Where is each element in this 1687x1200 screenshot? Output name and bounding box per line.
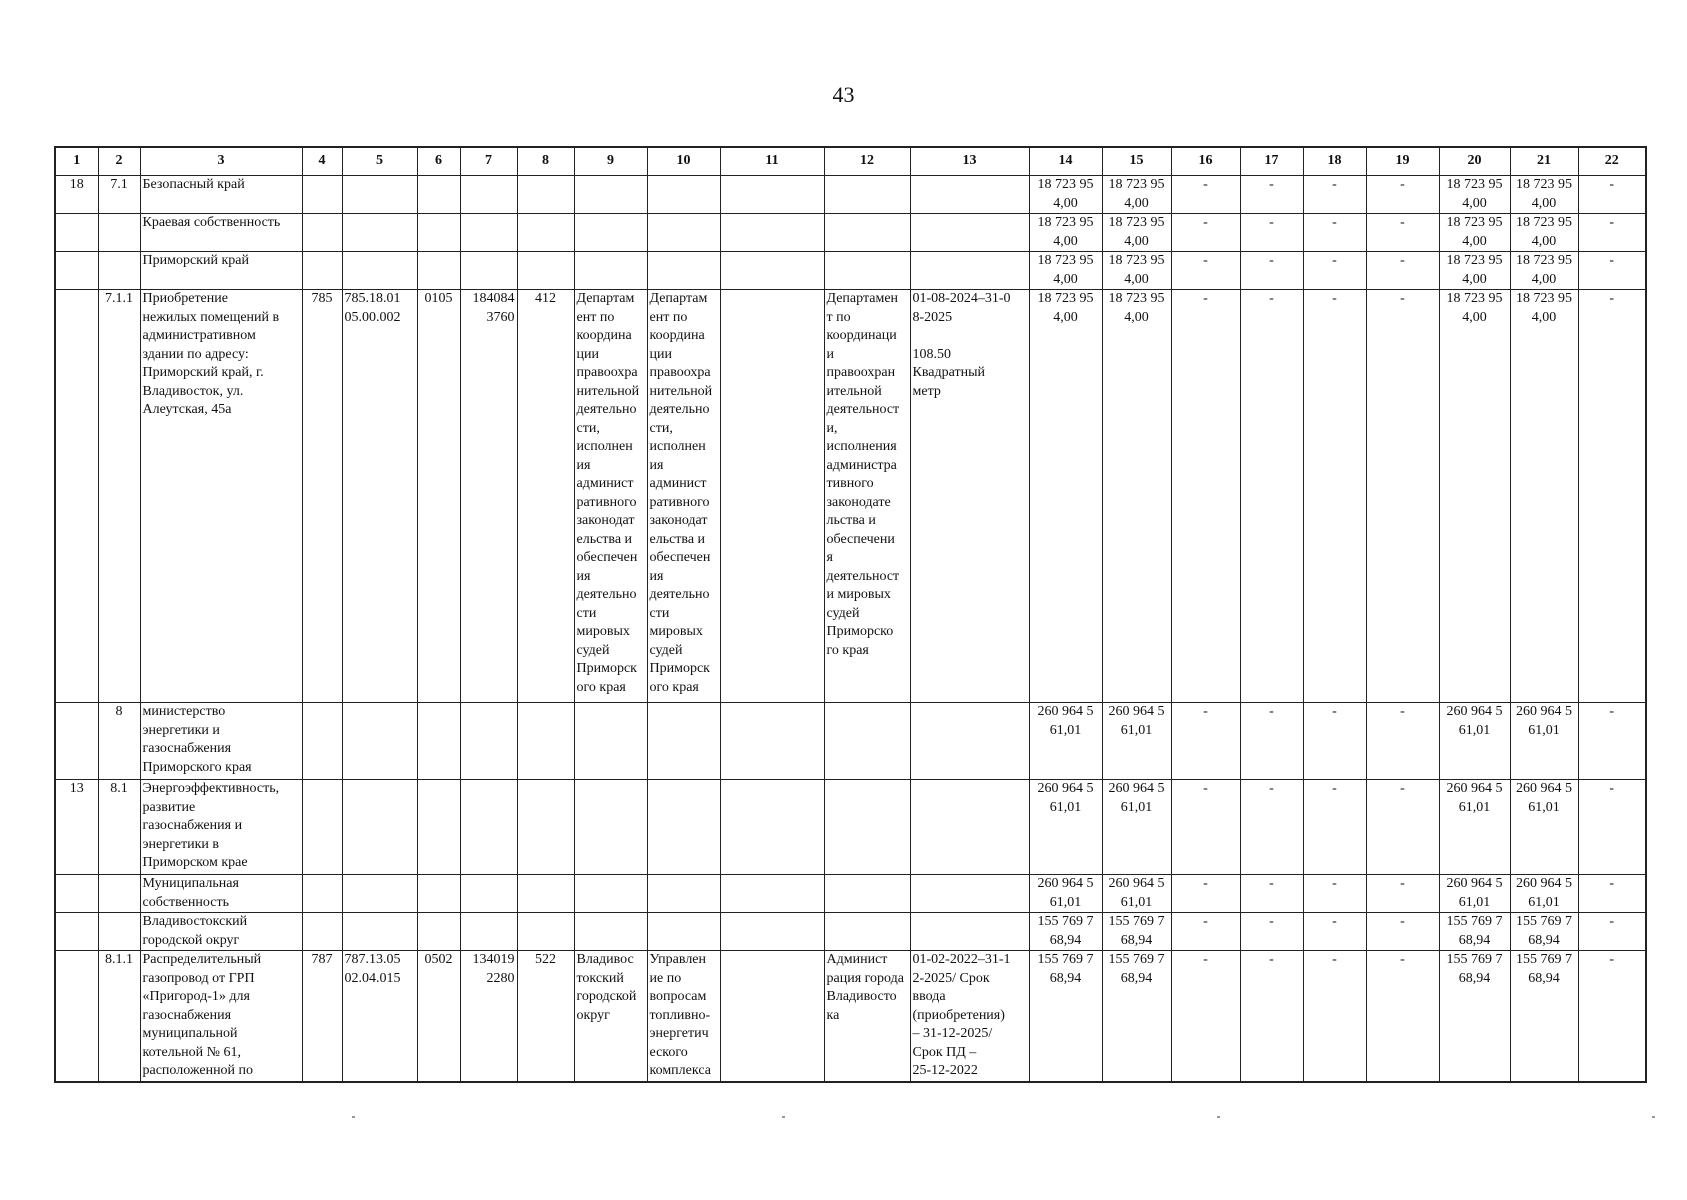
dash-cell: - — [1303, 951, 1366, 1082]
header-cell: 18 — [1303, 147, 1366, 176]
header-cell: 15 — [1102, 147, 1171, 176]
dash-cell: - — [1578, 176, 1646, 214]
grbs-cell: 785 — [302, 290, 342, 703]
dash-cell: - — [1578, 780, 1646, 875]
code-cell — [98, 252, 140, 290]
header-cell: 1 — [55, 147, 98, 176]
section-cell — [417, 252, 460, 290]
row-number-cell — [55, 703, 98, 780]
customer-cell — [574, 875, 647, 913]
header-cell: 21 — [1510, 147, 1578, 176]
dash-cell: - — [1171, 703, 1240, 780]
code-cell: 8.1 — [98, 780, 140, 875]
header-cell: 2 — [98, 147, 140, 176]
grbs-cell — [302, 780, 342, 875]
amount-cell: 18 723 95 4,00 — [1102, 252, 1171, 290]
dash-cell: - — [1303, 252, 1366, 290]
dash-cell: - — [1366, 951, 1439, 1082]
dash-cell: - — [1303, 290, 1366, 703]
name-cell: Распределительный газопровод от ГРП «Пригород-1» для газоснабжения муниципальной котельной № 61, расположенной по — [140, 951, 302, 1082]
amount-total-cell: 260 964 5 61,01 — [1029, 780, 1102, 875]
code-cell: 7.1 — [98, 176, 140, 214]
dash-cell: - — [1171, 913, 1240, 951]
empty-cell — [720, 290, 824, 703]
header-cell: 6 — [417, 147, 460, 176]
dash-cell: - — [1171, 176, 1240, 214]
amount-cell: 155 769 7 68,94 — [1102, 913, 1171, 951]
dash-cell: - — [1366, 176, 1439, 214]
grbs-cell — [302, 176, 342, 214]
customer-cell — [574, 780, 647, 875]
header-cell: 4 — [302, 147, 342, 176]
customer-cell — [574, 214, 647, 252]
dash-cell: - — [1171, 214, 1240, 252]
table-row — [55, 290, 1646, 703]
dash-cell: - — [1578, 290, 1646, 703]
row-number-cell — [55, 214, 98, 252]
name-cell: Краевая собственность — [140, 214, 302, 252]
dash-cell: - — [1303, 875, 1366, 913]
row-number-cell — [55, 875, 98, 913]
recipient-cell — [824, 214, 910, 252]
terms-cell — [910, 176, 1029, 214]
amount-cell: 260 964 5 61,01 — [1510, 780, 1578, 875]
header-cell: 19 — [1366, 147, 1439, 176]
expense-type-cell — [517, 176, 574, 214]
amount-total-cell: 260 964 5 61,01 — [1029, 703, 1102, 780]
amount-total-cell: 18 723 95 4,00 — [1029, 214, 1102, 252]
dash-cell: - — [1578, 214, 1646, 252]
customer-cell — [574, 176, 647, 214]
expense-type-cell: 522 — [517, 951, 574, 1082]
amount-total-cell: 18 723 95 4,00 — [1029, 290, 1102, 703]
grbs-cell — [302, 214, 342, 252]
header-cell: 16 — [1171, 147, 1240, 176]
dash-cell: - — [1240, 703, 1303, 780]
developer-cell — [647, 875, 720, 913]
dash-cell: - — [1171, 875, 1240, 913]
amount-cell: 18 723 95 4,00 — [1102, 290, 1171, 703]
target-article-cell — [460, 703, 517, 780]
terms-cell: 01-08-2024–31-0 8-2025 108.50 Квадратный метр — [910, 290, 1029, 703]
budget-table — [54, 146, 1647, 1083]
header-cell: 7 — [460, 147, 517, 176]
dash-cell: - — [1303, 703, 1366, 780]
header-cell: 9 — [574, 147, 647, 176]
header-cell: 12 — [824, 147, 910, 176]
amount-cell: 18 723 95 4,00 — [1102, 214, 1171, 252]
section-cell — [417, 176, 460, 214]
empty-cell — [720, 214, 824, 252]
table-row — [55, 913, 1646, 951]
amount-cell: 260 964 5 61,01 — [1102, 780, 1171, 875]
dash-cell: - — [1240, 875, 1303, 913]
recipient-cell — [824, 875, 910, 913]
page-number: 43 — [832, 82, 855, 107]
target-article-cell — [460, 176, 517, 214]
name-cell: Приморский край — [140, 252, 302, 290]
dash-cell: - — [1240, 252, 1303, 290]
customer-cell — [574, 252, 647, 290]
target-article-cell — [460, 780, 517, 875]
customer-cell — [574, 703, 647, 780]
grbs-cell — [302, 913, 342, 951]
dash-cell: - — [1171, 780, 1240, 875]
dash-cell: - — [1240, 951, 1303, 1082]
amount-cell: 18 723 95 4,00 — [1439, 252, 1510, 290]
section-cell — [417, 875, 460, 913]
code-cell — [98, 875, 140, 913]
amount-cell: 260 964 5 61,01 — [1510, 875, 1578, 913]
code-cell: 8.1.1 — [98, 951, 140, 1082]
table-row — [55, 214, 1646, 252]
amount-cell: 18 723 95 4,00 — [1510, 252, 1578, 290]
amount-cell: 155 769 7 68,94 — [1510, 951, 1578, 1082]
developer-cell — [647, 703, 720, 780]
row-number-cell: 13 — [55, 780, 98, 875]
code-cell — [98, 214, 140, 252]
recipient-cell — [824, 913, 910, 951]
dash-cell: - — [1366, 875, 1439, 913]
header-cell: 11 — [720, 147, 824, 176]
dash-cell: - — [1303, 176, 1366, 214]
name-cell: Муниципальная собственность — [140, 875, 302, 913]
table-row — [55, 951, 1646, 1082]
developer-cell — [647, 176, 720, 214]
dash-cell: - — [1366, 214, 1439, 252]
terms-cell: 01-02-2022–31-1 2-2025/ Срок ввода (приобретения) – 31-12-2025/ Срок ПД – 25-12-2022 — [910, 951, 1029, 1082]
dash-cell: - — [1171, 290, 1240, 703]
row-number-cell: 18 — [55, 176, 98, 214]
header-cell: 13 — [910, 147, 1029, 176]
expense-type-cell: 412 — [517, 290, 574, 703]
amount-cell: 18 723 95 4,00 — [1439, 176, 1510, 214]
dash-cell: - — [1240, 176, 1303, 214]
program-code-cell — [342, 252, 417, 290]
table-row — [55, 703, 1646, 780]
terms-cell — [910, 703, 1029, 780]
recipient-cell: Админист рация города Владивосто ка — [824, 951, 910, 1082]
dash-cell: - — [1303, 913, 1366, 951]
amount-cell: 260 964 5 61,01 — [1510, 703, 1578, 780]
dash-cell: - — [1366, 913, 1439, 951]
terms-cell — [910, 214, 1029, 252]
expense-type-cell — [517, 913, 574, 951]
table-body — [55, 176, 1646, 1082]
table-header-row — [55, 147, 1646, 176]
developer-cell: Управлен ие по вопросам топливно- энергетич еского комплекса — [647, 951, 720, 1082]
program-code-cell — [342, 875, 417, 913]
table-row — [55, 875, 1646, 913]
terms-cell — [910, 780, 1029, 875]
terms-cell — [910, 875, 1029, 913]
recipient-cell — [824, 252, 910, 290]
empty-cell — [720, 703, 824, 780]
amount-cell: 18 723 95 4,00 — [1102, 176, 1171, 214]
empty-cell — [720, 875, 824, 913]
amount-cell: 18 723 95 4,00 — [1439, 290, 1510, 703]
amount-cell: 18 723 95 4,00 — [1510, 214, 1578, 252]
section-cell — [417, 214, 460, 252]
name-cell: Энергоэффективность, развитие газоснабжения и энергетики в Приморском крае — [140, 780, 302, 875]
scan-speck — [352, 1116, 355, 1118]
amount-cell: 260 964 5 61,01 — [1439, 703, 1510, 780]
target-article-cell: 134019 2280 — [460, 951, 517, 1082]
program-code-cell — [342, 780, 417, 875]
row-number-cell — [55, 290, 98, 703]
section-cell — [417, 780, 460, 875]
header-cell: 14 — [1029, 147, 1102, 176]
dash-cell: - — [1366, 780, 1439, 875]
table-row — [55, 780, 1646, 875]
dash-cell: - — [1578, 875, 1646, 913]
empty-cell — [720, 951, 824, 1082]
header-cell: 3 — [140, 147, 302, 176]
target-article-cell — [460, 875, 517, 913]
developer-cell — [647, 214, 720, 252]
amount-cell: 155 769 7 68,94 — [1510, 913, 1578, 951]
name-cell: Приобретение нежилых помещений в административном здании по адресу: Приморский край, г. Владивосток, ул. Алеутская, 45а — [140, 290, 302, 703]
amount-total-cell: 18 723 95 4,00 — [1029, 176, 1102, 214]
developer-cell: Департам ент по координа ции правоохра нительной деятельно сти, исполнен ия админист ративного законодат ельства и обеспечен ия деятельно сти мировых судей Приморск ого края — [647, 290, 720, 703]
grbs-cell — [302, 703, 342, 780]
dash-cell: - — [1578, 252, 1646, 290]
expense-type-cell — [517, 703, 574, 780]
dash-cell: - — [1240, 214, 1303, 252]
amount-total-cell: 260 964 5 61,01 — [1029, 875, 1102, 913]
target-article-cell — [460, 913, 517, 951]
amount-cell: 155 769 7 68,94 — [1439, 951, 1510, 1082]
code-cell: 8 — [98, 703, 140, 780]
code-cell: 7.1.1 — [98, 290, 140, 703]
header-cell: 5 — [342, 147, 417, 176]
program-code-cell — [342, 176, 417, 214]
amount-total-cell: 18 723 95 4,00 — [1029, 252, 1102, 290]
grbs-cell: 787 — [302, 951, 342, 1082]
developer-cell — [647, 252, 720, 290]
header-cell: 20 — [1439, 147, 1510, 176]
dash-cell: - — [1366, 703, 1439, 780]
section-cell — [417, 703, 460, 780]
dash-cell: - — [1171, 951, 1240, 1082]
expense-type-cell — [517, 780, 574, 875]
program-code-cell: 787.13.05 02.04.015 — [342, 951, 417, 1082]
amount-cell: 18 723 95 4,00 — [1439, 214, 1510, 252]
customer-cell: Департам ент по координа ции правоохра нительной деятельно сти, исполнен ия админист ративного законодат ельства и обеспечен ия деятельно сти мировых судей Приморск ого края — [574, 290, 647, 703]
recipient-cell: Департамен т по координаци и правоохран ительной деятельност и, исполнения администра тивного законодате льства и обеспечени я деятельност и мировых судей Приморско го края — [824, 290, 910, 703]
expense-type-cell — [517, 214, 574, 252]
grbs-cell — [302, 875, 342, 913]
empty-cell — [720, 176, 824, 214]
amount-cell: 260 964 5 61,01 — [1439, 780, 1510, 875]
section-cell — [417, 913, 460, 951]
empty-cell — [720, 913, 824, 951]
dash-cell: - — [1578, 703, 1646, 780]
scan-speck — [782, 1116, 785, 1118]
amount-cell: 155 769 7 68,94 — [1102, 951, 1171, 1082]
recipient-cell — [824, 703, 910, 780]
target-article-cell — [460, 252, 517, 290]
amount-cell: 260 964 5 61,01 — [1439, 875, 1510, 913]
amount-cell: 260 964 5 61,01 — [1102, 703, 1171, 780]
amount-total-cell: 155 769 7 68,94 — [1029, 913, 1102, 951]
empty-cell — [720, 252, 824, 290]
recipient-cell — [824, 176, 910, 214]
amount-total-cell: 155 769 7 68,94 — [1029, 951, 1102, 1082]
dash-cell: - — [1171, 252, 1240, 290]
dash-cell: - — [1303, 780, 1366, 875]
row-number-cell — [55, 252, 98, 290]
row-number-cell — [55, 913, 98, 951]
header-cell: 8 — [517, 147, 574, 176]
dash-cell: - — [1366, 252, 1439, 290]
program-code-cell — [342, 913, 417, 951]
recipient-cell — [824, 780, 910, 875]
expense-type-cell — [517, 252, 574, 290]
header-cell: 17 — [1240, 147, 1303, 176]
dash-cell: - — [1240, 780, 1303, 875]
name-cell: министерство энергетики и газоснабжения Приморского края — [140, 703, 302, 780]
program-code-cell: 785.18.01 05.00.002 — [342, 290, 417, 703]
dash-cell: - — [1303, 214, 1366, 252]
dash-cell: - — [1578, 951, 1646, 1082]
dash-cell: - — [1240, 290, 1303, 703]
dash-cell: - — [1578, 913, 1646, 951]
scan-speck — [1217, 1116, 1220, 1118]
name-cell: Безопасный край — [140, 176, 302, 214]
program-code-cell — [342, 214, 417, 252]
dash-cell: - — [1240, 913, 1303, 951]
customer-cell — [574, 913, 647, 951]
code-cell — [98, 913, 140, 951]
amount-cell: 18 723 95 4,00 — [1510, 290, 1578, 703]
header-cell: 10 — [647, 147, 720, 176]
amount-cell: 155 769 7 68,94 — [1439, 913, 1510, 951]
terms-cell — [910, 252, 1029, 290]
amount-cell: 18 723 95 4,00 — [1510, 176, 1578, 214]
table-row — [55, 252, 1646, 290]
empty-cell — [720, 780, 824, 875]
developer-cell — [647, 780, 720, 875]
row-number-cell — [55, 951, 98, 1082]
amount-cell: 260 964 5 61,01 — [1102, 875, 1171, 913]
section-cell: 0105 — [417, 290, 460, 703]
program-code-cell — [342, 703, 417, 780]
section-cell: 0502 — [417, 951, 460, 1082]
scan-speck — [1652, 1116, 1655, 1118]
table-row — [55, 176, 1646, 214]
dash-cell: - — [1366, 290, 1439, 703]
developer-cell — [647, 913, 720, 951]
terms-cell — [910, 913, 1029, 951]
grbs-cell — [302, 252, 342, 290]
target-article-cell — [460, 214, 517, 252]
target-article-cell: 184084 3760 — [460, 290, 517, 703]
expense-type-cell — [517, 875, 574, 913]
name-cell: Владивостокский городской округ — [140, 913, 302, 951]
customer-cell: Владивос токский городской округ — [574, 951, 647, 1082]
header-cell: 22 — [1578, 147, 1646, 176]
